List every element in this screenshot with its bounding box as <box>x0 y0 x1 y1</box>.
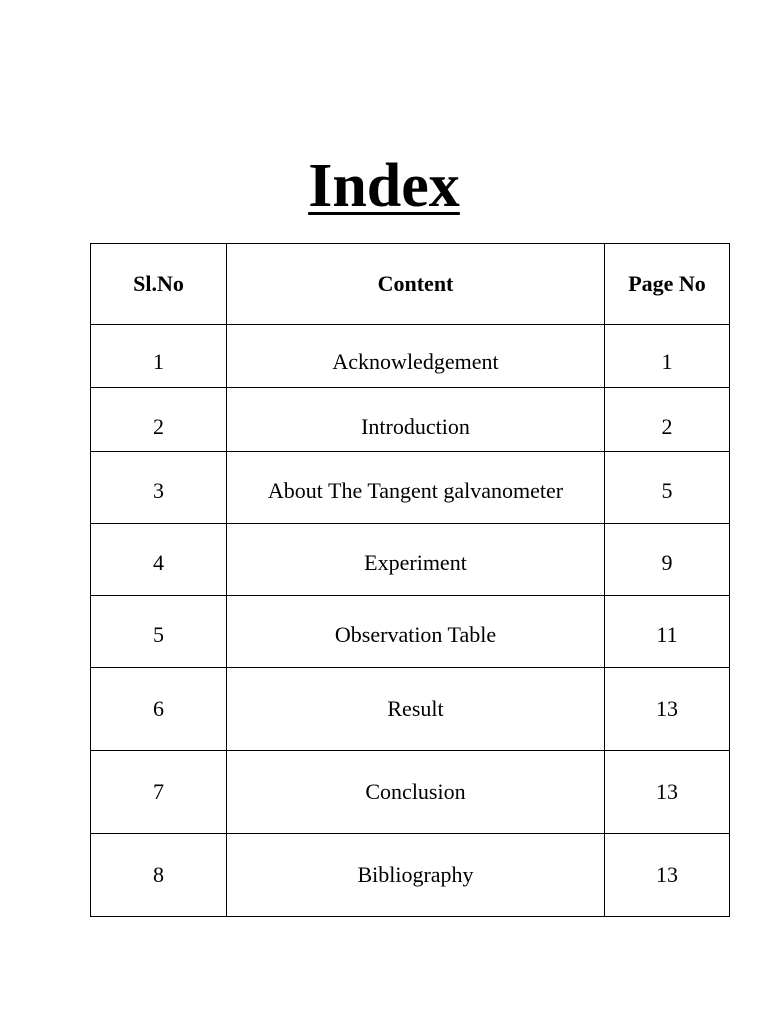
index-table <box>90 243 730 917</box>
cell-content: Introduction <box>227 388 605 452</box>
cell-sl-no: 6 <box>91 668 227 751</box>
table-row <box>91 325 730 388</box>
header-page-no: Page No <box>605 244 730 325</box>
cell-page-no: 13 <box>605 751 730 834</box>
header-sl-no: Sl.No <box>91 244 227 325</box>
cell-sl-no: 8 <box>91 834 227 917</box>
page-title <box>0 148 768 224</box>
cell-sl-no: 1 <box>91 325 227 388</box>
cell-sl-no: 5 <box>91 596 227 668</box>
cell-sl-no: 7 <box>91 751 227 834</box>
header-row <box>91 244 730 325</box>
cell-content: Conclusion <box>227 751 605 834</box>
page-title-text: Index <box>308 152 460 220</box>
table-row <box>91 596 730 668</box>
cell-page-no: 11 <box>605 596 730 668</box>
table-row <box>91 751 730 834</box>
table-row <box>91 524 730 596</box>
cell-page-no: 13 <box>605 834 730 917</box>
cell-content: Observation Table <box>227 596 605 668</box>
cell-page-no: 2 <box>605 388 730 452</box>
cell-page-no: 13 <box>605 668 730 751</box>
cell-content: Result <box>227 668 605 751</box>
cell-sl-no: 2 <box>91 388 227 452</box>
table-row <box>91 834 730 917</box>
cell-content: Experiment <box>227 524 605 596</box>
cell-content: About The Tangent galvanometer <box>227 452 605 524</box>
cell-sl-no: 3 <box>91 452 227 524</box>
table-row <box>91 388 730 452</box>
cell-page-no: 1 <box>605 325 730 388</box>
index-table-header <box>91 244 730 325</box>
header-content: Content <box>227 244 605 325</box>
index-table-body <box>91 325 730 917</box>
cell-page-no: 9 <box>605 524 730 596</box>
cell-content: Acknowledgement <box>227 325 605 388</box>
table-row <box>91 668 730 751</box>
cell-sl-no: 4 <box>91 524 227 596</box>
table-row <box>91 452 730 524</box>
cell-content: Bibliography <box>227 834 605 917</box>
cell-page-no: 5 <box>605 452 730 524</box>
